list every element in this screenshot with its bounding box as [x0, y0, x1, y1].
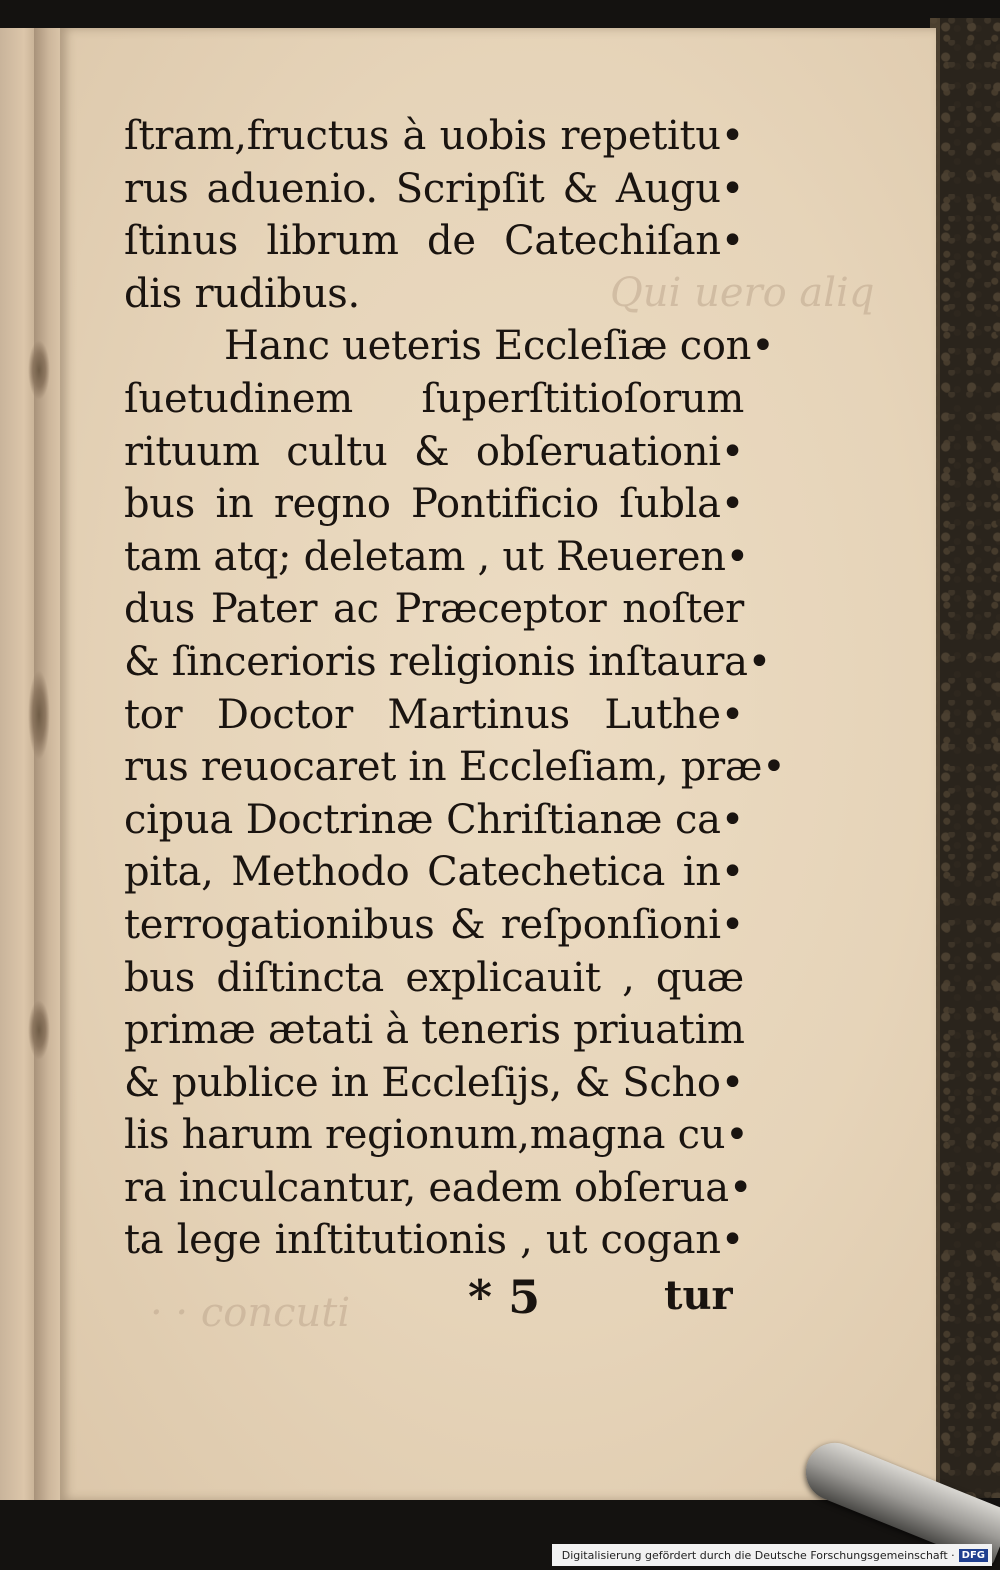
text-line: rus reuocaret in Eccleſiam, præ•: [124, 744, 786, 791]
text-line: primæ ætati à teneris priuatim: [124, 1007, 745, 1054]
paragraph-first-line: Hanc ueteris Eccleſiæ con•: [224, 323, 775, 370]
text-line: ſuetudinem ſuperſtitioſorum: [124, 375, 744, 422]
text-line: ra inculcantur, eadem obſerua•: [124, 1164, 753, 1211]
digitization-footer: [552, 1544, 992, 1566]
binding-thread: [28, 340, 50, 400]
text-line: dis rudibus.: [124, 270, 360, 317]
text-line: pita, Methodo Catechetica in•: [124, 849, 744, 896]
text-line: dus Pater ac Præceptor noſter: [124, 586, 744, 633]
text-line: bus diſtincta explicauit , quæ: [124, 954, 744, 1001]
bleed-through-text: Qui uero aliq: [610, 270, 875, 316]
footer-credit-text: Digitalisierung gefördert durch die Deutsche Forschungsgemeinschaft ·: [561, 1548, 955, 1562]
signature-mark: * 5: [468, 1270, 541, 1324]
binding-thread: [28, 670, 50, 760]
text-line: rituum cultu & obſeruationi•: [124, 428, 744, 475]
text-line: tam atq; deletam , ut Reueren•: [124, 533, 749, 580]
text-line: tor Doctor Martinus Luthe•: [124, 691, 744, 738]
text-line: ſtram,fructus à uobis repetitu•: [124, 113, 744, 159]
text-line: rus aduenio. Scripſit & Augu•: [124, 165, 744, 212]
text-line: ta lege inſtitutionis , ut cogan•: [124, 1217, 744, 1264]
text-line: & publice in Eccleſijs, & Scho•: [124, 1059, 744, 1106]
bleed-through-text: · · concuti: [150, 1290, 351, 1336]
text-line: & ſincerioris religionis inſtaura•: [124, 638, 771, 685]
text-line: bus in regno Pontificio ſubla•: [124, 481, 744, 528]
marbled-cover-board: [930, 18, 1000, 1498]
binding-thread: [28, 1000, 50, 1060]
catchword: tur: [664, 1272, 733, 1319]
text-line: ſtinus librum de Catechiſan•: [124, 218, 744, 265]
text-line: lis harum regionum,magna cu•: [124, 1112, 749, 1159]
dfg-logo: DFG: [959, 1549, 988, 1562]
text-line: cipua Doctrinæ Chriſtianæ ca•: [124, 796, 744, 843]
body-text: [124, 110, 786, 1267]
text-line: terrogationibus & reſponſioni•: [124, 901, 744, 948]
